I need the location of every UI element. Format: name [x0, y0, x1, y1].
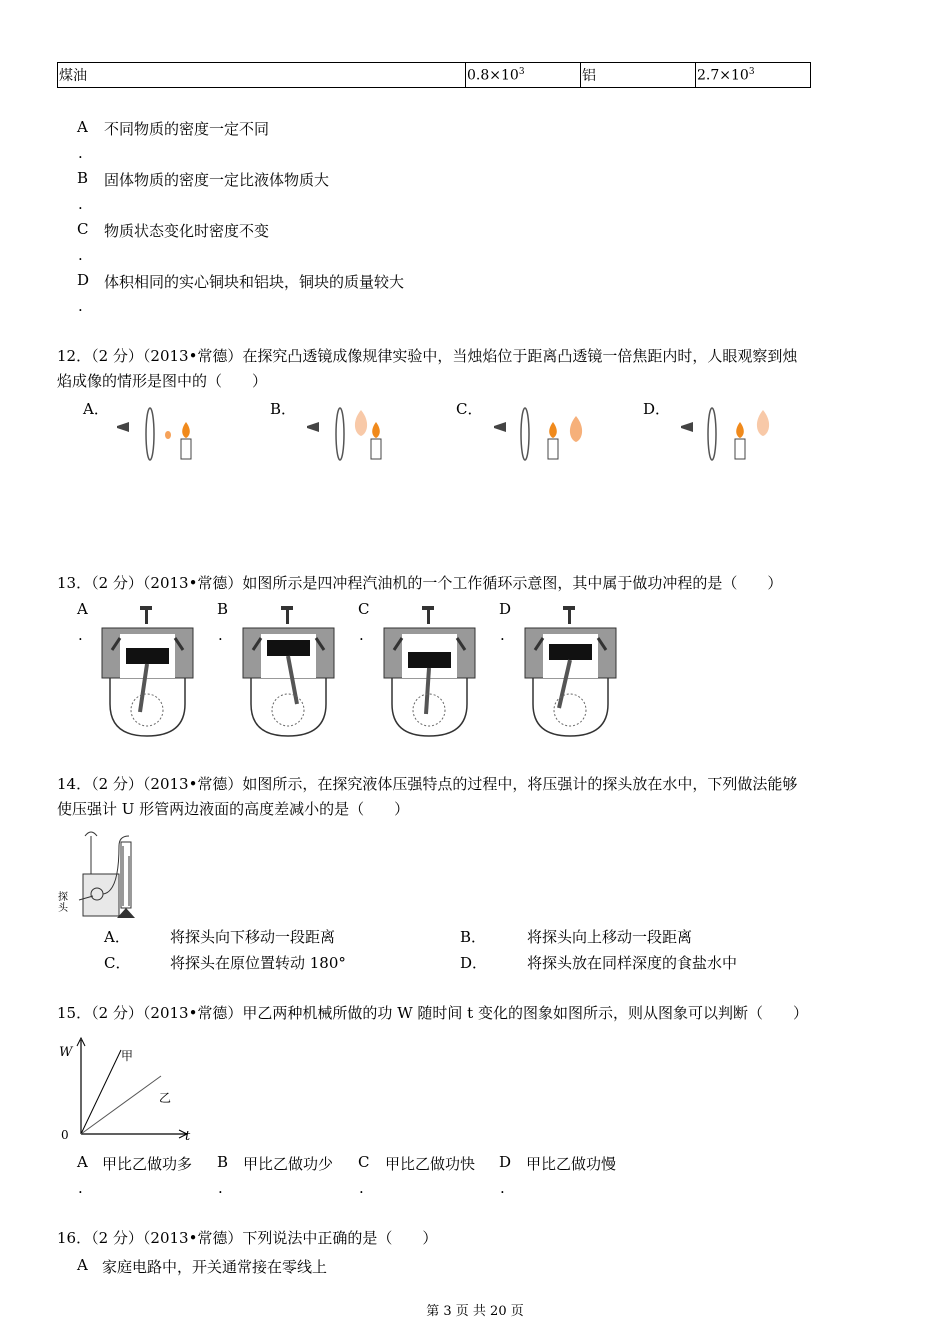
- option-text: 不同物质的密度一定不同: [104, 120, 270, 138]
- q12-label-b: B．: [270, 400, 297, 418]
- line-jia: [81, 1050, 121, 1134]
- option-dot: .: [78, 297, 83, 315]
- image-flame-icon: [757, 410, 769, 436]
- table-cell: $2.7\times 10^3$: [696, 63, 811, 88]
- origin-label: 0: [61, 1128, 69, 1142]
- option-dot: .: [78, 195, 83, 213]
- q12-stem-line2: 焰成像的情形是图中的（ ）: [57, 372, 268, 390]
- eye-icon: [307, 422, 319, 432]
- engine-diagram-b: [241, 604, 336, 738]
- q13-label-b: B: [217, 600, 229, 618]
- option-letter: B: [217, 1153, 229, 1171]
- lens-figure-d: [679, 408, 779, 464]
- q14-stem-line1: 14．（2 分）（2013•常德）如图所示，在探究液体压强特点的过程中，将压强计的探头放在水中，下列做法能够: [57, 775, 798, 793]
- option-text: 固体物质的密度一定比液体物质大: [104, 171, 330, 189]
- option-text: 将探头向下移动一段距离: [170, 928, 336, 946]
- q12-stem-line1: 12．（2 分）（2013•常德）在探究凸透镜成像规律实验中，当烛焰位于距离凸透镜一倍焦距内时，人眼观察到烛: [57, 347, 798, 365]
- option-text: 甲比乙做功少: [243, 1155, 334, 1173]
- option-dot: .: [500, 1179, 505, 1197]
- table-row: [58, 63, 811, 88]
- option-dot: .: [500, 626, 505, 644]
- candle-icon: [181, 439, 191, 459]
- eye-icon: [117, 422, 129, 432]
- option-letter: A: [77, 118, 88, 136]
- option-text: 将探头放在同样深度的食盐水中: [527, 954, 738, 972]
- x-axis-label: t: [185, 1129, 191, 1144]
- probe-label: 探头: [58, 892, 68, 914]
- page-footer: 第 3 页 共 20 页: [426, 1304, 524, 1319]
- option-letter: A: [77, 1256, 88, 1274]
- option-text: 将探头在原位置转动 180°: [170, 954, 346, 972]
- option-letter: A．: [104, 928, 130, 946]
- q12-label-c: C．: [456, 400, 483, 418]
- option-text: 体积相同的实心铜块和铝块，铜块的质量较大: [104, 273, 405, 291]
- engine-diagram-c: [382, 604, 477, 738]
- candle-icon: [735, 439, 745, 459]
- eye-icon: [681, 422, 693, 432]
- option-letter: C．: [104, 954, 131, 972]
- option-dot: .: [218, 1179, 223, 1197]
- option-letter: C: [358, 1153, 370, 1171]
- option-dot: .: [78, 626, 83, 644]
- option-text: 将探头向上移动一段距离: [527, 928, 693, 946]
- q13-label-d: D: [499, 600, 512, 618]
- option-dot: .: [78, 144, 83, 162]
- q15-stem: 15．（2 分）（2013•常德）甲乙两种机械所做的功 W 随时间 t 变化的图象如图所示，则从图象可以判断（ ）: [57, 1004, 808, 1022]
- candle-icon: [371, 439, 381, 459]
- option-letter: C: [77, 220, 89, 238]
- option-letter: D: [77, 271, 90, 289]
- density-table: [57, 62, 811, 88]
- table-cell: 煤油: [58, 63, 466, 88]
- image-flame-icon: [570, 416, 582, 442]
- engine-diagram-d: [523, 604, 618, 738]
- lens-icon: [708, 408, 716, 460]
- image-flame-icon: [355, 410, 367, 436]
- lens-figure-b: [305, 408, 395, 464]
- lens-icon: [336, 408, 344, 460]
- line-yi-label: 乙: [159, 1091, 172, 1105]
- option-text: 甲比乙做功快: [385, 1155, 476, 1173]
- line-jia-label: 甲: [121, 1049, 134, 1063]
- q16-stem: 16．（2 分）（2013•常德）下列说法中正确的是（ ）: [57, 1229, 438, 1247]
- option-text: 甲比乙做功慢: [526, 1155, 617, 1173]
- engine-diagram-a: [100, 604, 195, 738]
- lens-icon: [521, 408, 529, 460]
- q13-stem: 13．（2 分）（2013•常德）如图所示是四冲程汽油机的一个工作循环示意图，其中属于做功冲程的是（ ）: [57, 574, 783, 592]
- option-dot: .: [78, 246, 83, 264]
- eye-icon: [494, 422, 506, 432]
- work-time-graph: [57, 1036, 197, 1144]
- q13-label-c: C: [358, 600, 370, 618]
- flame-icon: [372, 422, 380, 438]
- lens-figure-a: [115, 408, 205, 464]
- option-text: 甲比乙做功多: [102, 1155, 193, 1173]
- option-dot: .: [359, 1179, 364, 1197]
- table-cell: 铝: [581, 63, 696, 88]
- pressure-gauge-figure: [57, 826, 157, 920]
- y-axis-label: W: [59, 1045, 73, 1060]
- option-letter: D．: [460, 954, 488, 972]
- option-text: 家庭电路中，开关通常接在零线上: [102, 1258, 328, 1276]
- q14-stem-line2: 使压强计 U 形管两边液面的高度差减小的是（ ）: [57, 800, 410, 818]
- lens-icon: [146, 408, 154, 460]
- flame-icon: [549, 422, 557, 438]
- q12-label-d: D．: [643, 400, 671, 418]
- option-letter: B．: [460, 928, 487, 946]
- option-dot: .: [359, 626, 364, 644]
- table-cell: $0.8\times 10^3$: [466, 63, 581, 88]
- option-text: 物质状态变化时密度不变: [104, 222, 270, 240]
- lens-figure-c: [492, 408, 592, 464]
- option-letter: B: [77, 169, 89, 187]
- option-letter: D: [499, 1153, 512, 1171]
- flame-icon: [182, 422, 190, 438]
- q12-label-a: A．: [83, 400, 109, 418]
- flame-icon: [736, 422, 744, 438]
- q13-label-a: A: [77, 600, 88, 618]
- option-dot: .: [78, 1179, 83, 1197]
- candle-icon: [548, 439, 558, 459]
- option-letter: A: [77, 1153, 88, 1171]
- line-yi: [81, 1076, 161, 1134]
- image-flame-icon: [165, 431, 171, 439]
- option-dot: .: [218, 626, 223, 644]
